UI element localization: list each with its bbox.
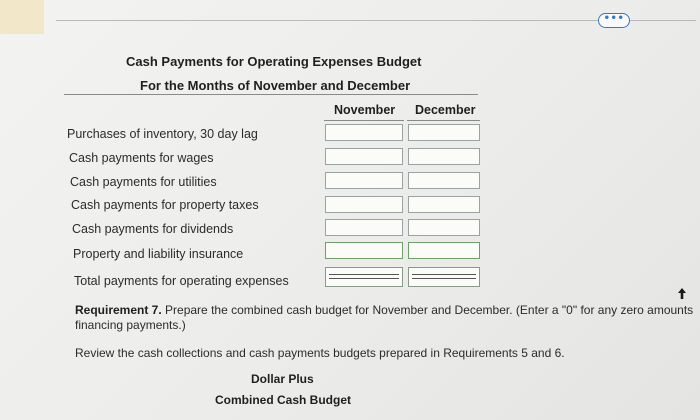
- input-purchases-december[interactable]: [408, 124, 480, 141]
- budget-subtitle: For the Months of November and December: [140, 78, 411, 93]
- input-insurance-december[interactable]: [408, 242, 480, 259]
- column-underline-november: [324, 120, 404, 121]
- row-label-utilities: Cash payments for utilities: [70, 175, 217, 189]
- input-insurance-november[interactable]: [325, 242, 403, 259]
- input-field[interactable]: [409, 200, 479, 215]
- double-underline: [412, 274, 476, 279]
- input-field[interactable]: [326, 200, 402, 215]
- double-underline: [329, 274, 399, 279]
- input-utilities-november[interactable]: [325, 172, 403, 189]
- requirement-text: Prepare the combined cash budget for November and December. (Enter a "0" for any zero amounts: [161, 303, 694, 317]
- input-field[interactable]: [409, 176, 479, 191]
- input-total-december[interactable]: [408, 267, 480, 287]
- input-field[interactable]: [409, 246, 479, 261]
- mouse-pointer-icon: [676, 287, 688, 301]
- company-name: Dollar Plus: [251, 372, 314, 386]
- input-utilities-december[interactable]: [408, 172, 480, 189]
- input-field[interactable]: [326, 223, 402, 238]
- more-horizontal-icon: •••: [603, 13, 625, 24]
- input-property-taxes-december[interactable]: [408, 196, 480, 213]
- column-underline-december: [407, 120, 480, 121]
- input-field[interactable]: [326, 246, 402, 261]
- requirement-label: Requirement 7.: [75, 303, 162, 317]
- input-property-taxes-november[interactable]: [325, 196, 403, 213]
- corner-tab: [0, 0, 44, 34]
- row-label-total: Total payments for operating expenses: [74, 274, 289, 288]
- input-total-november[interactable]: [325, 267, 403, 287]
- more-options-button[interactable]: [598, 13, 630, 28]
- column-header-november: November: [334, 103, 396, 117]
- requirement-line-1: [75, 303, 693, 317]
- title-underline: [64, 94, 478, 95]
- input-field[interactable]: [409, 128, 479, 143]
- input-dividends-november[interactable]: [325, 219, 403, 236]
- column-header-december: December: [415, 103, 476, 117]
- input-field[interactable]: [409, 223, 479, 238]
- input-wages-december[interactable]: [408, 148, 480, 165]
- row-label-wages: Cash payments for wages: [69, 151, 214, 165]
- row-label-purchases: Purchases of inventory, 30 day lag: [67, 127, 258, 141]
- review-instruction: Review the cash collections and cash payments budgets prepared in Requirements 5 and 6.: [75, 346, 565, 360]
- row-label-insurance: Property and liability insurance: [73, 247, 244, 261]
- input-field[interactable]: [326, 152, 402, 167]
- input-dividends-december[interactable]: [408, 219, 480, 236]
- row-label-property-taxes: Cash payments for property taxes: [71, 198, 259, 212]
- budget-title: Cash Payments for Operating Expenses Budget: [126, 54, 422, 69]
- input-field[interactable]: [326, 128, 402, 143]
- requirement-line-2: financing payments.): [75, 318, 186, 332]
- input-field[interactable]: [409, 152, 479, 167]
- combined-budget-title: Combined Cash Budget: [215, 393, 352, 407]
- input-purchases-november[interactable]: [325, 124, 403, 141]
- input-wages-november[interactable]: [325, 148, 403, 165]
- input-field[interactable]: [326, 176, 402, 191]
- row-label-dividends: Cash payments for dividends: [72, 222, 234, 236]
